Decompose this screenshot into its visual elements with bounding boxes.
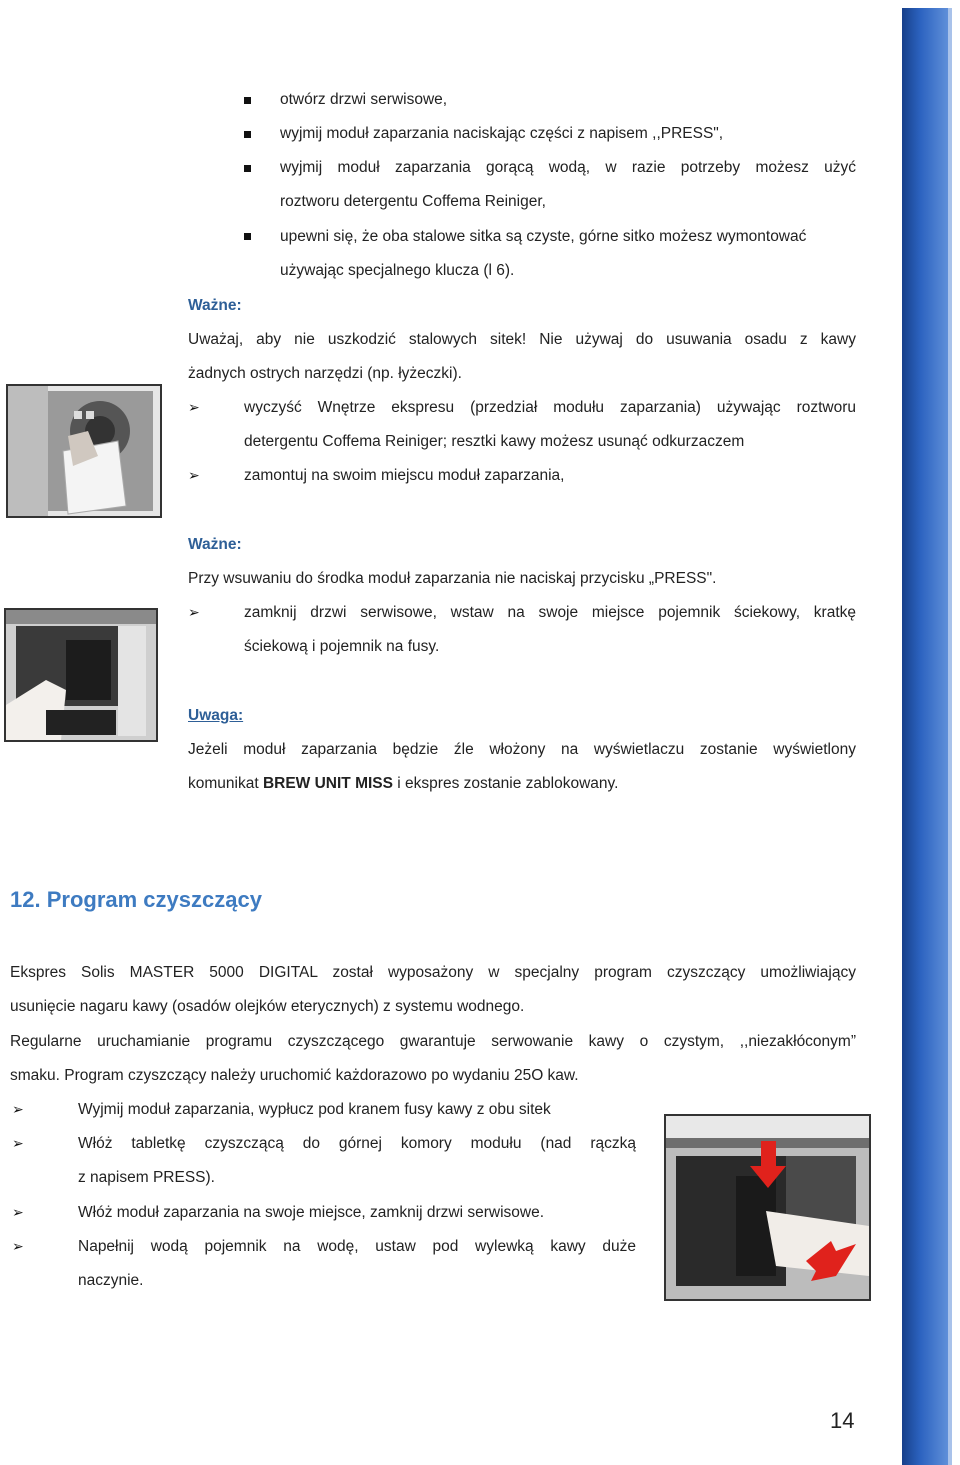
arrow-bullet-icon: ➢ — [188, 400, 200, 416]
square-bullet-icon — [244, 165, 251, 172]
note-prefix: komunikat — [188, 775, 263, 792]
arrow-bullet-icon: ➢ — [188, 468, 200, 484]
bullet-text: wyjmij moduł zaparzania naciskając części z napisem ,,PRESS", — [280, 125, 724, 142]
section-paragraph: Ekspres Solis MASTER 5000 DIGITAL został wyposażony w specjalny program czyszczący umożliwiający — [10, 964, 856, 981]
bullet-text: upewni się, że oba stalowe sitka są czyste, górne sitko możesz wymontować — [280, 228, 807, 245]
page-number: 14 — [830, 1408, 855, 1433]
arrow-bullet-icon: ➢ — [188, 605, 200, 621]
bullet-text: wyczyść Wnętrze ekspresu (przedział modułu zaparzania) używając roztworu — [244, 399, 856, 416]
square-bullet-icon — [244, 233, 251, 240]
section-heading — [10, 887, 262, 913]
page-sidebar-edge — [948, 8, 952, 1465]
square-bullet-icon — [244, 97, 251, 104]
section-paragraph-continued: smaku. Program czyszczący należy uruchomić każdorazowo po wydaniu 25O kaw. — [10, 1067, 579, 1084]
step-text: Napełnij wodą pojemnik na wodę, ustaw pod wylewką kawy duże — [78, 1238, 636, 1255]
page-sidebar-band — [902, 8, 948, 1465]
arrow-bullet-icon: ➢ — [12, 1205, 24, 1221]
arrow-bullet-icon: ➢ — [12, 1136, 24, 1152]
bullet-text-continued: roztworu detergentu Coffema Reiniger, — [280, 193, 546, 210]
important-text-continued: żadnych ostrych narzędzi (np. łyżeczki). — [188, 365, 462, 382]
important-label: Ważne: — [188, 297, 242, 314]
section-paragraph: Regularne uruchamianie programu czyszczącego gwarantuje serwowanie kawy o czystym, ,,niezakłóconym” — [10, 1033, 856, 1050]
photo-illustration — [6, 610, 156, 740]
photo-illustration — [666, 1116, 869, 1299]
bullet-text-continued: ściekową i pojemnik na fusy. — [244, 638, 440, 655]
arrow-bullet-icon: ➢ — [12, 1239, 24, 1255]
note-label: Uwaga: — [188, 707, 244, 724]
arrow-bullet-icon: ➢ — [12, 1102, 24, 1118]
section-title: Program czyszczący — [46, 887, 262, 912]
step-text: Włóż tabletkę czyszczącą do górnej komory modułu (nad rączką — [78, 1135, 636, 1152]
square-bullet-icon — [244, 131, 251, 138]
note-text-continued — [188, 774, 618, 794]
step-text: Wyjmij moduł zaparzania, wypłucz pod kranem fusy kawy z obu sitek — [78, 1101, 551, 1118]
important-text: Uważaj, aby nie uszkodzić stalowych sitek! Nie używaj do usuwania osadu z kawy — [188, 331, 856, 348]
important-text: Przy wsuwaniu do środka moduł zaparzania nie naciskaj przycisku „PRESS". — [188, 570, 717, 587]
note-text: Jeżeli moduł zaparzania będzie źle włożony na wyświetlaczu zostanie wyświetlony — [188, 741, 856, 758]
cleaning-tablet-photo — [664, 1114, 871, 1301]
error-code: BREW UNIT MISS — [262, 775, 393, 792]
bullet-text: wyjmij moduł zaparzania gorącą wodą, w razie potrzeby możesz użyć — [280, 159, 856, 176]
bullet-text: otwórz drzwi serwisowe, — [280, 91, 448, 108]
bullet-text-continued: używając specjalnego klucza (l 6). — [280, 262, 515, 279]
step-text-continued: naczynie. — [78, 1272, 144, 1289]
photo-illustration — [8, 386, 160, 516]
step-text-continued: z napisem PRESS). — [78, 1169, 215, 1186]
bullet-text: zamknij drzwi serwisowe, wstaw na swoje miejsce pojemnik ściekowy, kratkę — [244, 604, 856, 621]
bullet-text-continued: detergentu Coffema Reiniger; resztki kawy możesz usunąć odkurzaczem — [244, 433, 745, 450]
important-label: Ważne: — [188, 536, 242, 553]
service-door-photo — [4, 608, 158, 742]
section-number: 12. — [10, 887, 41, 912]
note-suffix: i ekspres zostanie zablokowany. — [392, 775, 619, 792]
section-paragraph-continued: usunięcie nagaru kawy (osadów olejków eterycznych) z systemu wodnego. — [10, 998, 525, 1015]
bullet-text: zamontuj na swoim miejscu moduł zaparzania, — [244, 467, 565, 484]
step-text: Włóż moduł zaparzania na swoje miejsce, zamknij drzwi serwisowe. — [78, 1204, 545, 1221]
coffee-machine-cleaning-photo — [6, 384, 162, 518]
